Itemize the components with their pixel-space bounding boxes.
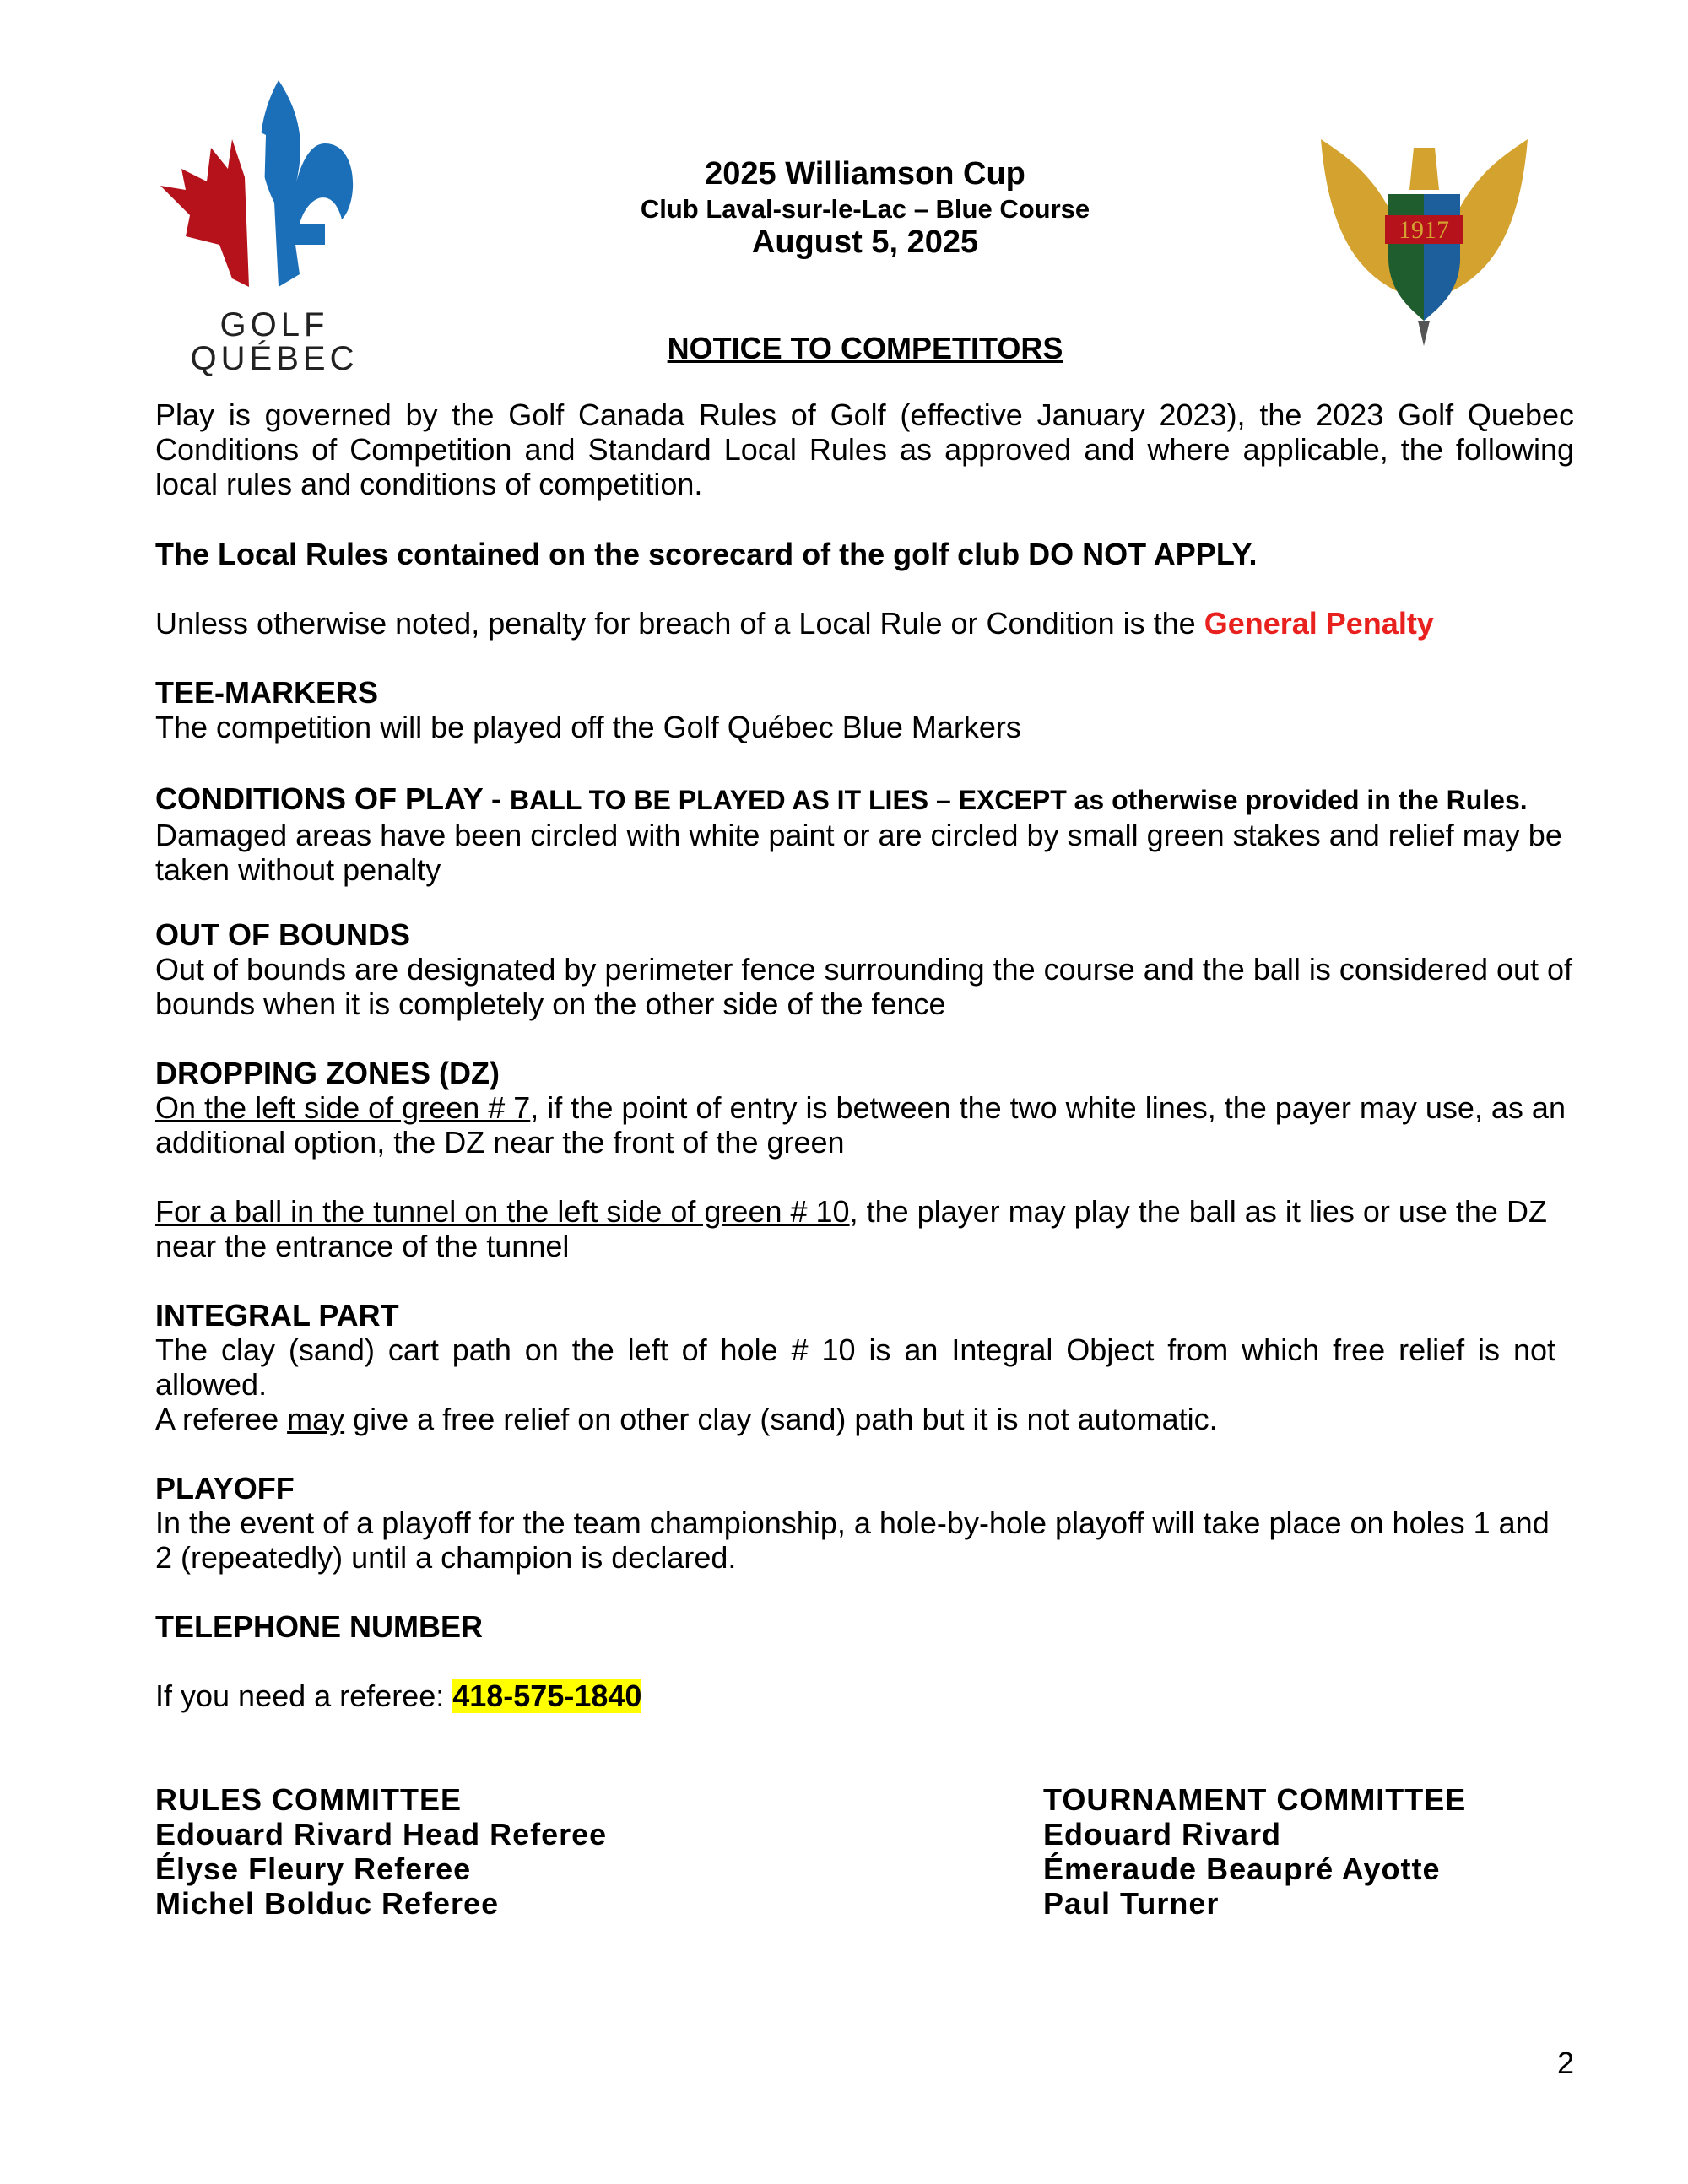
section-telephone	[155, 1609, 1574, 1713]
section-heading: OUT OF BOUNDS	[155, 917, 410, 952]
section-tee-markers	[155, 675, 1574, 744]
section-heading: DROPPING ZONES (DZ)	[155, 1056, 500, 1090]
dz-paragraph-1	[155, 1090, 1574, 1160]
crest-year: 1917	[1399, 216, 1449, 244]
section-subheading: BALL TO BE PLAYED AS IT LIES – EXCEPT as otherwise provided in the Rules.	[510, 785, 1528, 815]
dz-location-1: On the left side of green # 7	[155, 1090, 531, 1125]
notice-heading: NOTICE TO COMPETITORS	[667, 331, 1063, 365]
golf-quebec-logo	[152, 76, 397, 377]
section-text: Damaged areas have been circled with white paint or are circled by small green stakes and relief may be taken without penalty	[155, 818, 1562, 887]
committee-member: Émeraude Beaupré Ayotte	[1043, 1852, 1441, 1886]
section-playoff	[155, 1471, 1574, 1575]
penalty-text: Unless otherwise noted, penalty for breach of a Local Rule or Condition is the	[155, 606, 1204, 641]
logo-text-golf: GOLF	[219, 306, 329, 343]
event-date: August 5, 2025	[751, 224, 979, 260]
section-heading: INTEGRAL PART	[155, 1298, 399, 1333]
page-number: 2	[1556, 2046, 1574, 2080]
committee-member: Edouard Rivard Head Referee	[155, 1817, 608, 1852]
tournament-committee	[1043, 1782, 1466, 1921]
rules-committee	[155, 1782, 607, 1921]
penalty-statement	[155, 606, 1574, 641]
committee-member: Élyse Fleury Referee	[155, 1852, 472, 1886]
committee-member: Michel Bolduc Referee	[155, 1886, 500, 1921]
event-title: 2025 Williamson Cup	[705, 156, 1025, 192]
referee-label: If you need a referee:	[155, 1679, 453, 1713]
dz-paragraph-2	[155, 1194, 1574, 1263]
section-text: Out of bounds are designated by perimeter fence surrounding the course and the ball is considered out of bounds when it is completely on the other side of the fence	[155, 952, 1573, 1021]
club-crest-logo	[1312, 122, 1536, 350]
committee-member: Edouard Rivard	[1043, 1817, 1282, 1852]
referee-phone: 418-575-1840	[452, 1679, 642, 1713]
committee-heading: RULES COMMITTEE	[155, 1782, 462, 1817]
section-heading: PLAYOFF	[155, 1471, 295, 1506]
committee-member: Paul Turner	[1043, 1886, 1220, 1921]
section-out-of-bounds	[155, 917, 1574, 1021]
section-text-2: A referee may give a free relief on other clay (sand) path but it is not automatic.	[155, 1402, 1218, 1436]
dz-location-2: For a ball in the tunnel on the left side of green # 10	[155, 1194, 850, 1229]
section-heading: CONDITIONS OF PLAY -	[155, 781, 511, 816]
course-name: Club Laval-sur-le-Lac – Blue Course	[640, 194, 1090, 224]
committee-heading: TOURNAMENT COMMITTEE	[1043, 1782, 1467, 1817]
section-conditions	[155, 781, 1574, 887]
section-text: The clay (sand) cart path on the left of hole # 10 is an Integral Object from which free relief is not allowed.	[155, 1333, 1555, 1402]
section-text: The competition will be played off the Golf Québec Blue Markers	[155, 710, 1021, 744]
section-integral-part	[155, 1298, 1574, 1436]
dz-text-2: , the player may play the ball as it lies or use the DZ near the entrance of the tunnel	[155, 1194, 1547, 1263]
section-dropping-zones	[155, 1056, 1574, 1263]
local-rules-warning: The Local Rules contained on the scorecard of the golf club DO NOT APPLY.	[155, 537, 1258, 571]
dz-text-1: , if the point of entry is between the two white lines, the payer may use, as an additional option, the DZ near the front of the green	[155, 1090, 1566, 1160]
general-penalty: General Penalty	[1204, 606, 1434, 641]
section-text: In the event of a playoff for the team championship, a hole-by-hole playoff will take place on holes 1 and 2 (repeatedly) until a champion is declared.	[155, 1506, 1550, 1575]
intro-paragraph: Play is governed by the Golf Canada Rules of Golf (effective January 2023), the 2023 Golf Quebec Conditions of Competition and Standard Local Rules as approved and where applicable, the following local rules and conditions of competition.	[155, 397, 1574, 501]
section-heading: TELEPHONE NUMBER	[155, 1609, 484, 1644]
section-heading: TEE-MARKERS	[155, 675, 379, 710]
logo-text-quebec: QUÉBEC	[190, 340, 359, 377]
